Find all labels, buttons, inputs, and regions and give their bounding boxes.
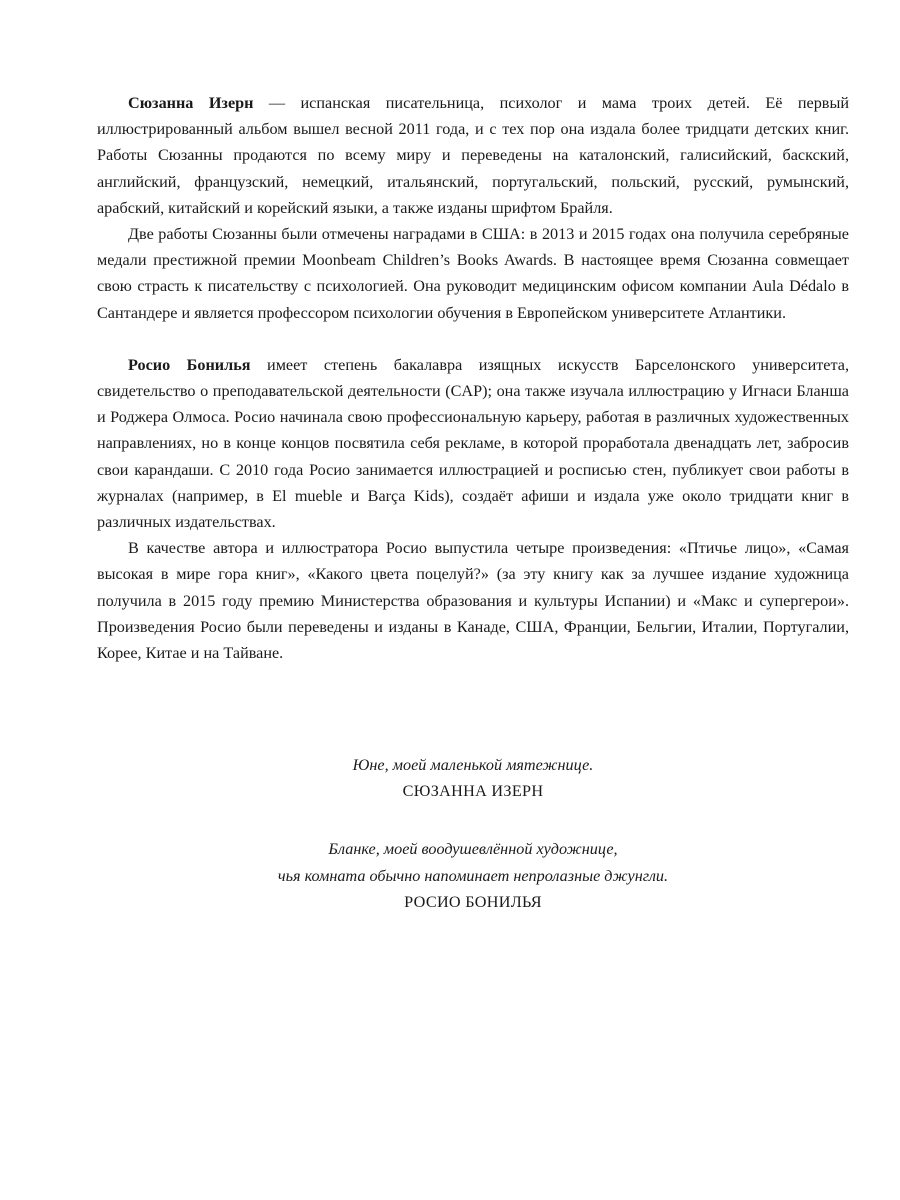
izern-bio-paragraph-2: Две работы Сюзанны были отмечены наградами в США: в 2013 и 2015 годах она получила серебряные медали престижной премии Moonbeam Children’s Books Awards. В настоящее время Сюзанна совмещает свою страсть к писательству с психологией. Она руководит медицинским офисом компании Aula Dédalo в Сантандере и является профессором психологии обучения в Европейском университете Атлантики. bbox=[97, 225, 849, 322]
izern-name: Сюзанна Изерн bbox=[128, 94, 254, 112]
dedications bbox=[97, 752, 849, 915]
izern-dedication-line: Юне, моей маленькой мятежнице. bbox=[352, 756, 594, 774]
bonilla-bio-paragraph-2: В качестве автора и иллюстратора Росио выпустила четыре произведения: «Птичье лицо», «Самая высокая в мире гора книг», «Какого цвета поцелуй?» (за эту книгу как за лучшее издание художница получила в 2015 году премию Министерства образования и культуры Испании) и «Макс и супергерои». Произведения Росио были переведены и изданы в Канаде, США, Франции, Бельгии, Италии, Португалии, Корее, Китае и на Тайване. bbox=[97, 539, 849, 663]
bonilla-bio-paragraph-1 bbox=[97, 352, 849, 535]
author-bios bbox=[97, 90, 849, 666]
bonilla-signature: РОСИО БОНИЛЬЯ bbox=[404, 892, 542, 911]
bonilla-dedication-line-2: чья комната обычно напоминает непролазные джунгли. bbox=[277, 866, 669, 885]
bonilla-name: Росио Бонилья bbox=[128, 355, 251, 374]
bonilla-bio-text-1: имеет степень бакалавра изящных искусств Барселонского университета, свидетельство о преподавательской деятельности (CAP); она также изучала иллюстрацию у Игнаси Бланша и Роджера Олмоса. Росио начинала свою профессиональную карьеру, работая в различных художественных направлениях, но в конце концов посвятила себя рекламе, в которой проработала двенадцать лет, забросив свои карандаши. С 2010 года Росио занимается иллюстрацией и росписью стен, публикует свои работы в журналах (например, в El mueble и Barça Kids), создаёт афиши и издала уже около тридцати книг в различных издательствах. bbox=[97, 355, 849, 532]
bonilla-dedication-line-1: Бланке, моей воодушевлённой художнице, bbox=[328, 840, 618, 859]
izern-bio-paragraph-1 bbox=[97, 90, 849, 221]
bonilla-dedication bbox=[97, 836, 849, 915]
izern-signature: СЮЗАННА ИЗЕРН bbox=[402, 782, 544, 801]
izern-dedication bbox=[97, 752, 849, 804]
bio-spacer bbox=[97, 326, 849, 352]
dedication-spacer bbox=[97, 804, 849, 836]
izern-bio-text-1: — испанская писательница, психолог и мама троих детей. Её первый иллюстрированный альбом вышел весной 2011 года, и с тех пор она издала более тридцати детских книг. Работы Сюзанны продаются по всему миру и переведены на каталонский, галисийский, баскский, английский, французский, немецкий, итальянский, португальский, польский, русский, румынский, арабский, китайский и корейский языки, а также изданы шрифтом Брайля. bbox=[97, 94, 849, 217]
